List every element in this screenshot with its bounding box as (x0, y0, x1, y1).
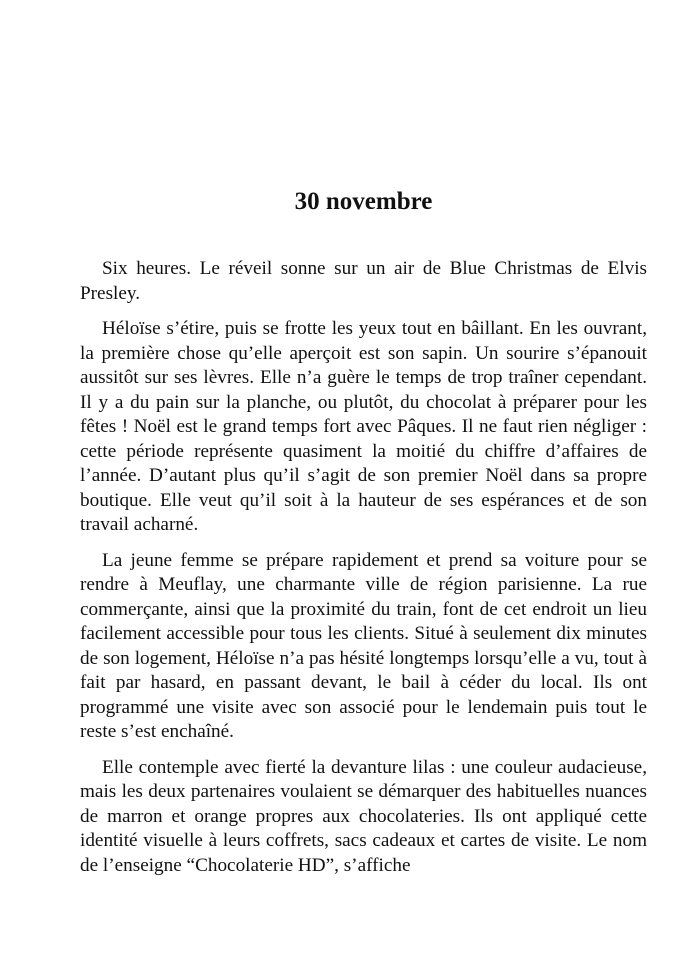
chapter-title: 30 novembre (294, 188, 433, 215)
chapter-body (80, 257, 647, 889)
paragraph: La jeune femme se prépare rapidement et prend sa voiture pour se rendre à Meuflay, une charmante ville de région parisienne. La rue commerçante, ainsi que la proximité du train, font de cet endroit un lieu facilement accessible pour tous les clients. Situé à seulement dix minutes de son logement, Héloïse n’a pas hésité longtemps lorsqu’elle a vu, tout à fait par hasard, en passant devant, le bail à céder du local. Ils ont programmé une visite avec son associé pour le lendemain puis tout le reste s’est enchaîné. (80, 549, 647, 742)
paragraph: Six heures. Le réveil sonne sur un air de Blue Christmas de Elvis Presley. (80, 258, 647, 304)
paragraph: Elle contemple avec fierté la devanture lilas : une couleur audacieuse, mais les deux partenaires voulaient se démarquer des habituelles nuances de marron et orange propres aux chocolateries. Ils ont appliqué cette identité visuelle à leurs coffrets, sacs cadeaux et cartes de visite. Le nom de l’enseigne “Chocolaterie HD”, s’affiche (80, 756, 647, 876)
paragraph: Héloïse s’étire, puis se frotte les yeux tout en bâillant. En les ouvrant, la première chose qu’elle aperçoit est son sapin. Un sourire s’épanouit aussitôt sur ses lèvres. Elle n’a guère le temps de trop traîner cependant. Il y a du pain sur la planche, ou plutôt, du chocolat à préparer pour les fêtes ! Noël est le grand temps fort avec Pâques. Il ne faut rien négliger : cette période représente quasiment la moitié du chiffre d’affaires de l’année. D’autant plus qu’il s’agit de son premier Noël dans sa propre boutique. Elle veut qu’il soit à la hauteur de ses espérances et de son travail acharné. (80, 318, 647, 535)
